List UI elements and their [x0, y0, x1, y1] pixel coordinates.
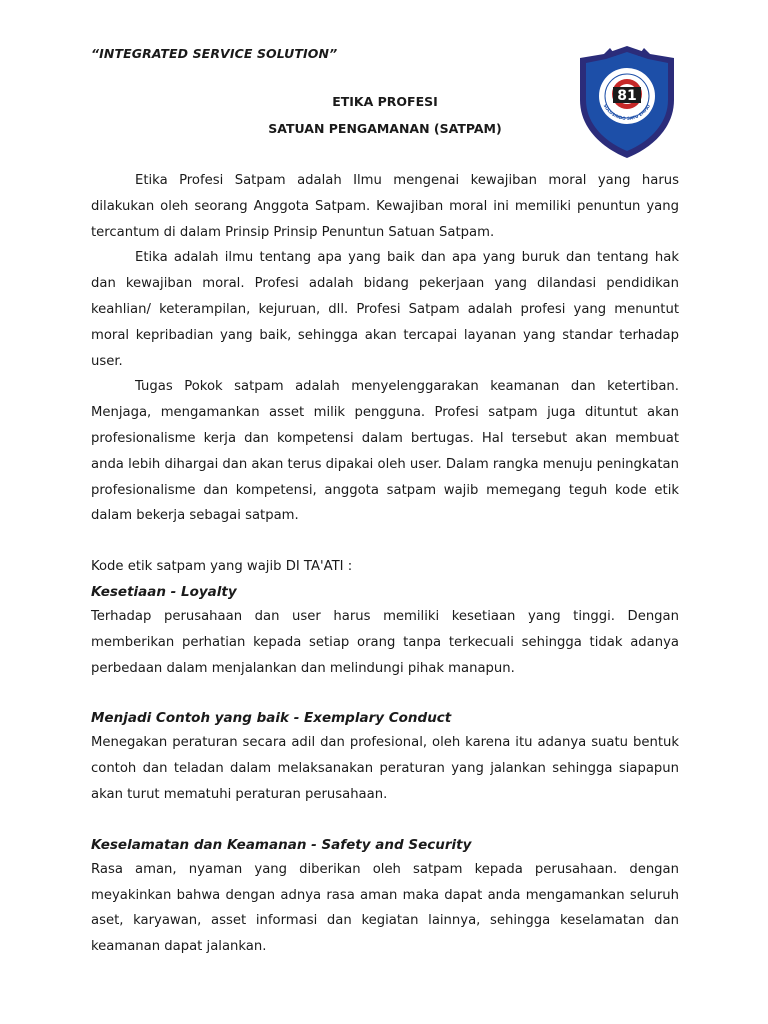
paragraph-3: Tugas Pokok satpam adalah menyelenggarakan keamanan dan ketertiban. Menjaga, mengamankan asset milik pengguna. Profesi satpam juga dituntut akan profesionalisme kerja dan kompetensi dalam bertugas. Hal tersebut akan membuat anda lebih dihargai dan akan terus dipakai oleh user. Dalam rangka menuju peningkatan profesionalisme dan kompetensi, anggota satpam wajib memegang teguh kode etik dalam bekerja sebagai satpam. — [91, 379, 679, 524]
logo-number: 81 — [617, 88, 637, 104]
document-body — [91, 168, 679, 960]
title-line-2: SATUAN PENGAMANAN (SATPAM) — [268, 121, 502, 136]
title-line-1: ETIKA PROFESI — [332, 94, 438, 109]
section-heading-safety-security: Keselamatan dan Keamanan - Safety and Security — [91, 836, 472, 853]
section-heading-exemplary-conduct: Menjadi Contoh yang baik - Exemplary Conduct — [91, 710, 452, 727]
paragraph-1: Etika Profesi Satpam adalah Ilmu mengenai kewajiban moral yang harus dilakukan oleh seorang Anggota Satpam. Kewajiban moral ini memiliki penuntun yang tercantum di dalam Prinsip Prinsip Penuntun Satuan Satpam. — [91, 173, 679, 240]
section-text-loyalty: Terhadap perusahaan dan user harus memiliki kesetiaan yang tinggi. Dengan memberikan perhatian kepada setiap orang tanpa terkecuali sehingga tidak adanya perbedaan dalam menjalankan dan melindungi pihak manapun. — [91, 608, 679, 676]
section-text-safety-security: Rasa aman, nyaman yang diberikan oleh satpam kepada perusahaan. dengan meyakinkan bahwa dengan adnya rasa aman maka dapat anda mengamankan seluruh aset, karyawan, asset informasi dan kegiatan lainnya, sehingga keselamatan dan keamanan dapat jalankan. — [91, 861, 679, 955]
code-intro: Kode etik satpam yang wajib DI TA'ATI : — [91, 559, 353, 575]
paragraph-2: Etika adalah ilmu tentang apa yang baik dan apa yang buruk dan tentang hak dan kewajiban moral. Profesi adalah bidang pekerjaan yang dilandasi pendidikan keahlian/ keterampilan, kejuruan, dll. Profesi Satpam adalah profesi yang menuntut moral kepribadian yang baik, sehingga akan tercapai layanan yang standar terhadap user. — [91, 250, 679, 369]
logo-ring-text: SOLUSINDO SATU EMPAT — [602, 103, 652, 121]
section-text-exemplary-conduct: Menegakan peraturan secara adil dan profesional, oleh karena itu adanya suatu bentuk contoh dan teladan dalam melaksanakan peraturan yang jalankan sehingga siapapun akan turut mematuhi peraturan perusahaan. — [91, 735, 679, 802]
header-tagline: “INTEGRATED SERVICE SOLUTION” — [91, 46, 338, 61]
section-heading-loyalty: Kesetiaan - Loyalty — [91, 583, 237, 600]
